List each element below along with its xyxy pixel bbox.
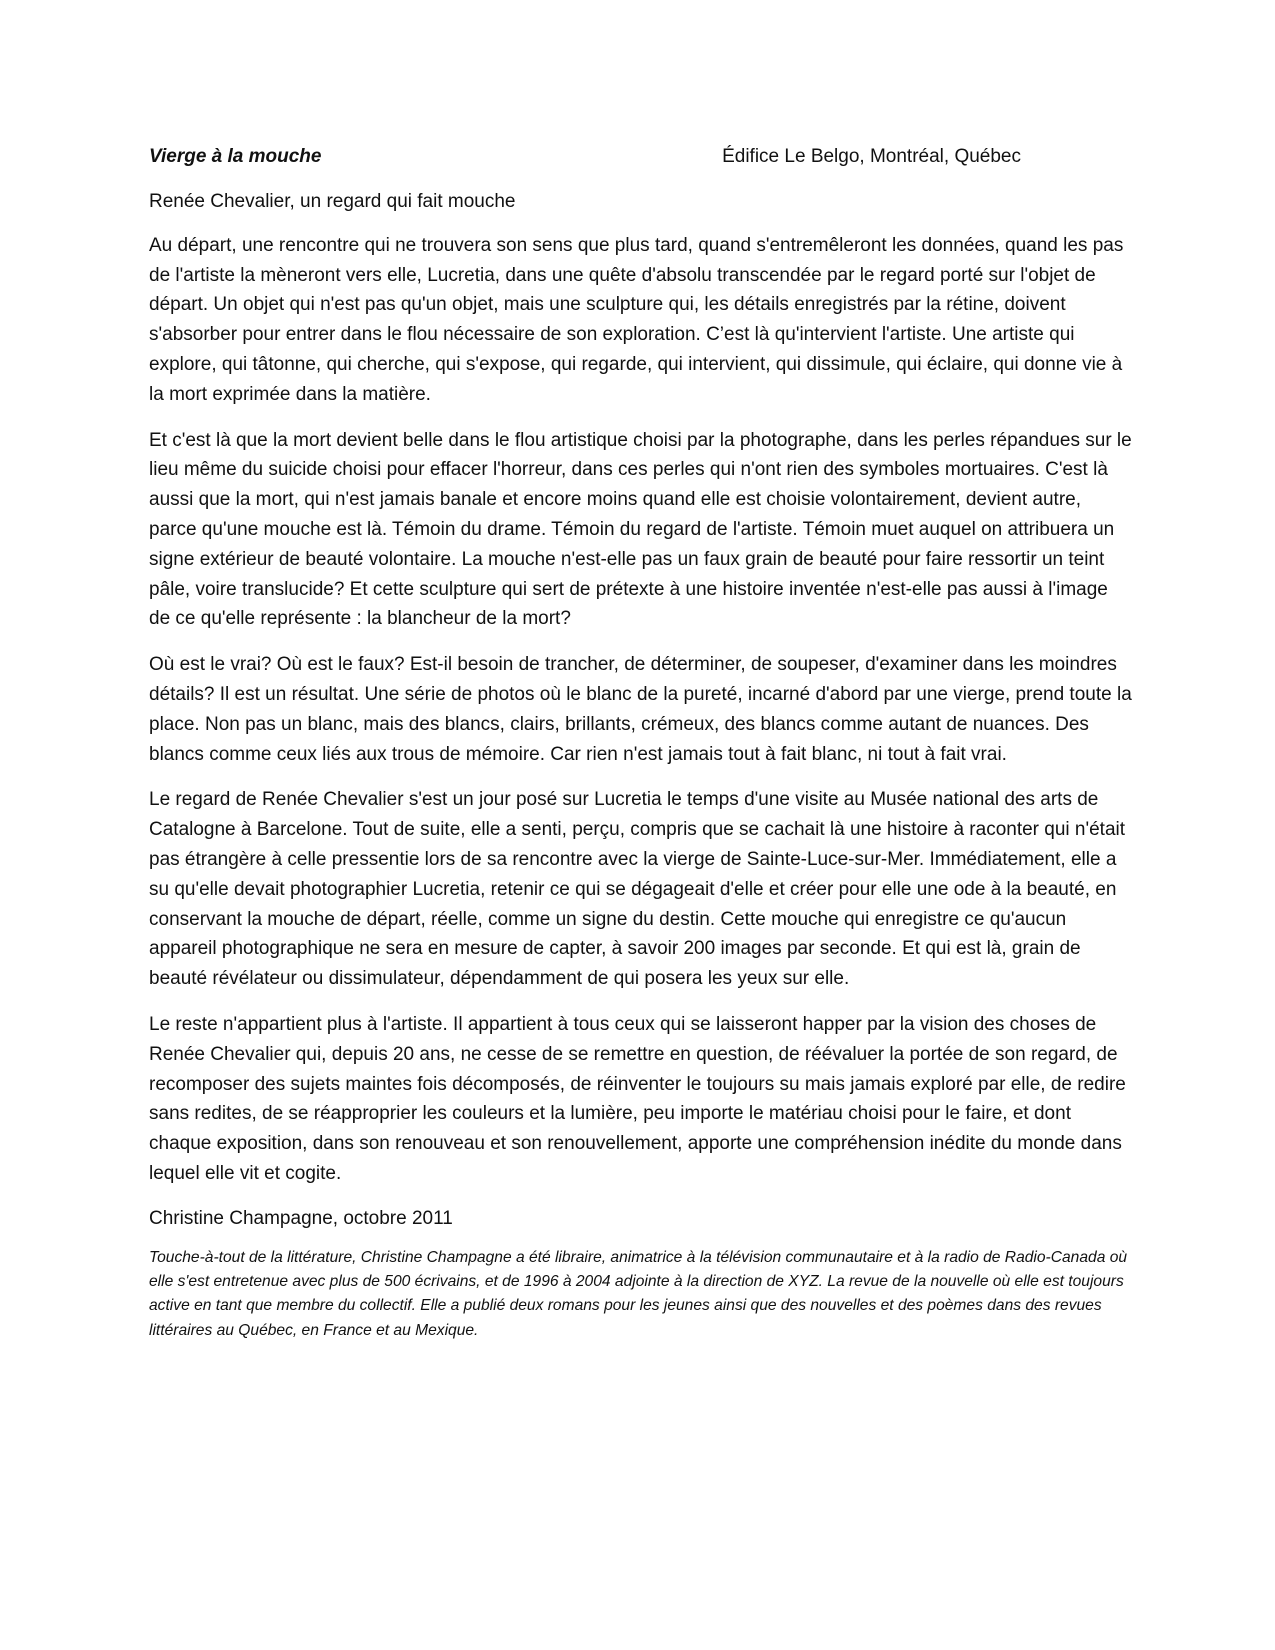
document-title: Vierge à la mouche (149, 146, 322, 167)
paragraph-1: Au départ, une rencontre qui ne trouvera son sens que plus tard, quand s'entremêleront les données, quand les pas de l'artiste la mèneront vers elle, Lucretia, dans une quête d'absolu transcendée par le regard porté sur l'objet de départ. Un objet qui n'est pas qu'un objet, mais une sculpture qui, les détails enregistrés par la rétine, doivent s'absorber pour entrer dans le flou nécessaire de son exploration. C’est là qu'intervient l'artiste. Une artiste qui explore, qui tâtonne, qui cherche, qui s'expose, qui regarde, qui intervient, qui dissimule, qui éclaire, qui donne vie à la mort exprimée dans la matière. (149, 234, 1124, 405)
paragraph-5: Le reste n'appartient plus à l'artiste. Il appartient à tous ceux qui se laisseront happer par la vision des choses de Renée Chevalier qui, depuis 20 ans, ne cesse de se remettre en question, de réévaluer la portée de son regard, de recomposer des sujets maintes fois décomposés, de réinventer le toujours su mais jamais exploré par elle, de redire sans redites, de se réapproprier les couleurs et la lumière, peu importe le matériau choisi pour le faire, et dont chaque exposition, dans son renouveau et son renouvellement, apporte une compréhension inédite du monde dans lequel elle vit et cogite. (149, 1013, 1126, 1184)
paragraph-2: Et c'est là que la mort devient belle dans le flou artistique choisi par la photographe, dans les perles répandues sur le lieu même du suicide choisi pour effacer l'horreur, dans ces perles qui n'ont rien des symboles mortuaires. C'est là aussi que la mort, qui n'est jamais banale et encore moins quand elle est choisie volontairement, devient autre, parce qu'une mouche est là. Témoin du drame. Témoin du regard de l'artiste. Témoin muet auquel on attribuera un signe extérieur de beauté volontaire. La mouche n'est-elle pas un faux grain de beauté pour faire ressortir un teint pâle, voire translucide? Et cette sculpture qui sert de prétexte à une histoire inventée n'est-elle pas aussi à l'image de ce qu'elle représente : la blancheur de la mort? (149, 429, 1132, 630)
document-header (149, 142, 1133, 172)
paragraph-4: Le regard de Renée Chevalier s'est un jour posé sur Lucretia le temps d'une visite au Musée national des arts de Catalogne à Barcelone. Tout de suite, elle a senti, perçu, compris que se cachait là une histoire à raconter qui n'était pas étrangère à celle pressentie lors de sa rencontre avec la vierge de Sainte-Luce-sur-Mer. Immédiatement, elle a su qu'elle devait photographier Lucretia, retenir ce qui se dégageait d'elle et créer pour elle une ode à la beauté, en conservant la mouche de départ, réelle, comme un signe du destin. Cette mouche qui enregistre ce qu'aucun appareil photographique ne sera en mesure de capter, à savoir 200 images par seconde. Et qui est là, grain de beauté révélateur ou dissimulateur, dépendamment de qui posera les yeux sur elle. (149, 789, 1126, 990)
document-page (149, 142, 1133, 1343)
article-subtitle: Renée Chevalier, un regard qui fait mouche (149, 191, 516, 212)
exhibition-location: Édifice Le Belgo, Montréal, Québec (722, 146, 1021, 167)
paragraph-3: Où est le vrai? Où est le faux? Est-il besoin de trancher, de déterminer, de soupeser, d'examiner dans les moindres détails? Il est un résultat. Une série de photos où le blanc de la pureté, incarné d'abord par une vierge, prend toute la place. Non pas un blanc, mais des blancs, clairs, brillants, crémeux, des blancs comme autant de nuances. Des blancs comme ceux liés aux trous de mémoire. Car rien n'est jamais tout à fait blanc, ni tout à fait vrai. (149, 654, 1132, 765)
author-signature: Christine Champagne, octobre 2011 (149, 1207, 453, 1229)
author-bio: Touche-à-tout de la littérature, Christine Champagne a été libraire, animatrice à la télévision communautaire et à la radio de Radio-Canada où elle s'est entretenue avec plus de 500 écrivains, et de 1996 à 2004 adjointe à la direction de XYZ. La revue de la nouvelle où elle est toujours active en tant que membre du collectif. Elle a publié deux romans pour les jeunes ainsi que des nouvelles et des poèmes dans des revues littéraires au Québec, en France et au Mexique. (149, 1248, 1128, 1339)
